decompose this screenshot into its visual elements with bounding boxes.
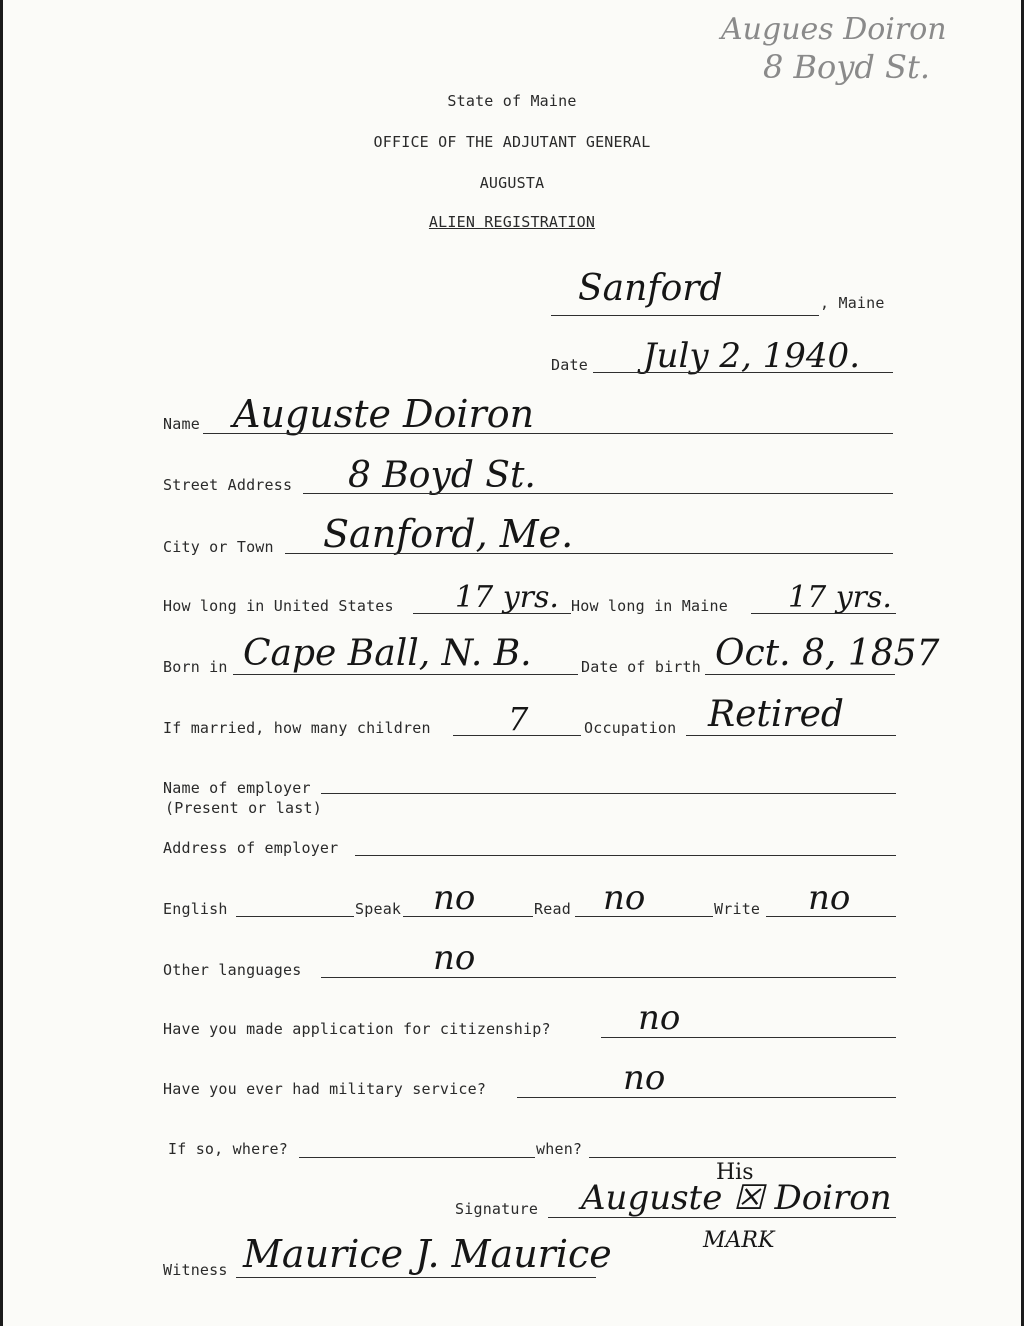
- other-languages-line: [321, 977, 896, 978]
- name-line: [203, 433, 893, 434]
- children-label: If married, how many children: [163, 719, 431, 737]
- other-languages-label: Other languages: [163, 961, 302, 979]
- how-long-us-line: [413, 613, 571, 614]
- header-state: State of Maine: [447, 92, 577, 110]
- read-value: no: [603, 878, 646, 918]
- signature-label: Signature: [455, 1200, 539, 1218]
- street-address-label: Street Address: [163, 476, 293, 494]
- witness-line: [236, 1277, 596, 1278]
- date-of-birth-label: Date of birth: [581, 658, 701, 676]
- place-line: [551, 315, 819, 316]
- speak-value: no: [433, 878, 476, 918]
- military-label: Have you ever had military service?: [163, 1080, 487, 1098]
- citizenship-label: Have you made application for citizenship?: [163, 1020, 551, 1038]
- write-value: no: [808, 878, 851, 918]
- employer-name-label: Name of employer: [163, 779, 311, 797]
- how-long-us-label: How long in United States: [163, 597, 394, 615]
- english-label: English: [163, 900, 228, 918]
- name-value: Auguste Doiron: [233, 392, 535, 436]
- signature-mark: MARK: [703, 1228, 775, 1253]
- place-value: Sanford: [578, 268, 723, 309]
- citizenship-value: no: [638, 998, 681, 1038]
- header-office: OFFICE OF THE ADJUTANT GENERAL: [373, 133, 651, 151]
- born-in-label: Born in: [163, 658, 228, 676]
- other-languages-value: no: [433, 938, 476, 978]
- write-label: Write: [714, 900, 761, 918]
- military-line: [517, 1097, 896, 1098]
- children-value: 7: [508, 700, 529, 738]
- born-in-line: [233, 674, 578, 675]
- employer-address-label: Address of employer: [163, 839, 339, 857]
- witness-value: Maurice J. Maurice: [243, 1232, 612, 1276]
- english-line: [236, 916, 354, 917]
- how-long-maine-line: [751, 613, 896, 614]
- citizenship-line: [601, 1037, 896, 1038]
- pencil-note-address: 8 Boyd St.: [763, 48, 930, 86]
- employer-address-line: [355, 855, 896, 856]
- pencil-note-name: Augues Doiron: [721, 12, 947, 47]
- how-long-us-value: 17 yrs.: [455, 580, 559, 615]
- registration-form: [3, 0, 1021, 1326]
- read-line: [575, 916, 713, 917]
- speak-line: [403, 916, 533, 917]
- military-value: no: [623, 1058, 666, 1098]
- place-suffix: , Maine: [820, 294, 885, 312]
- how-long-maine-label: How long in Maine: [571, 597, 728, 615]
- street-address-line: [303, 493, 893, 494]
- if-so-where-label: If so, where?: [168, 1140, 288, 1158]
- write-line: [766, 916, 896, 917]
- date-value: July 2, 1940.: [643, 336, 860, 376]
- born-in-value: Cape Ball, N. B.: [243, 633, 532, 674]
- occupation-label: Occupation: [584, 719, 677, 737]
- name-label: Name: [163, 415, 200, 433]
- date-line: [593, 372, 893, 373]
- city-value: Sanford, Me.: [323, 512, 574, 556]
- read-label: Read: [534, 900, 571, 918]
- form-title: ALIEN REGISTRATION: [428, 213, 596, 231]
- occupation-line: [686, 735, 896, 736]
- signature-line: [548, 1217, 896, 1218]
- employer-name-sublabel: (Present or last): [165, 799, 322, 817]
- witness-label: Witness: [163, 1261, 228, 1279]
- date-label: Date: [551, 356, 588, 374]
- city-line: [285, 553, 893, 554]
- when-line: [589, 1157, 896, 1158]
- children-line: [453, 735, 581, 736]
- signature-his: His: [716, 1160, 754, 1185]
- employer-name-line: [321, 793, 896, 794]
- speak-label: Speak: [355, 900, 402, 918]
- date-of-birth-line: [705, 674, 895, 675]
- date-of-birth-value: Oct. 8, 1857: [715, 633, 940, 674]
- occupation-value: Retired: [708, 694, 844, 735]
- city-label: City or Town: [163, 538, 274, 556]
- if-so-where-line: [299, 1157, 535, 1158]
- header-city: AUGUSTA: [479, 174, 545, 192]
- street-address-value: 8 Boyd St.: [348, 455, 536, 496]
- signature-value: Auguste ☒ Doiron: [581, 1178, 892, 1218]
- how-long-maine-value: 17 yrs.: [788, 580, 892, 615]
- when-label: when?: [536, 1140, 583, 1158]
